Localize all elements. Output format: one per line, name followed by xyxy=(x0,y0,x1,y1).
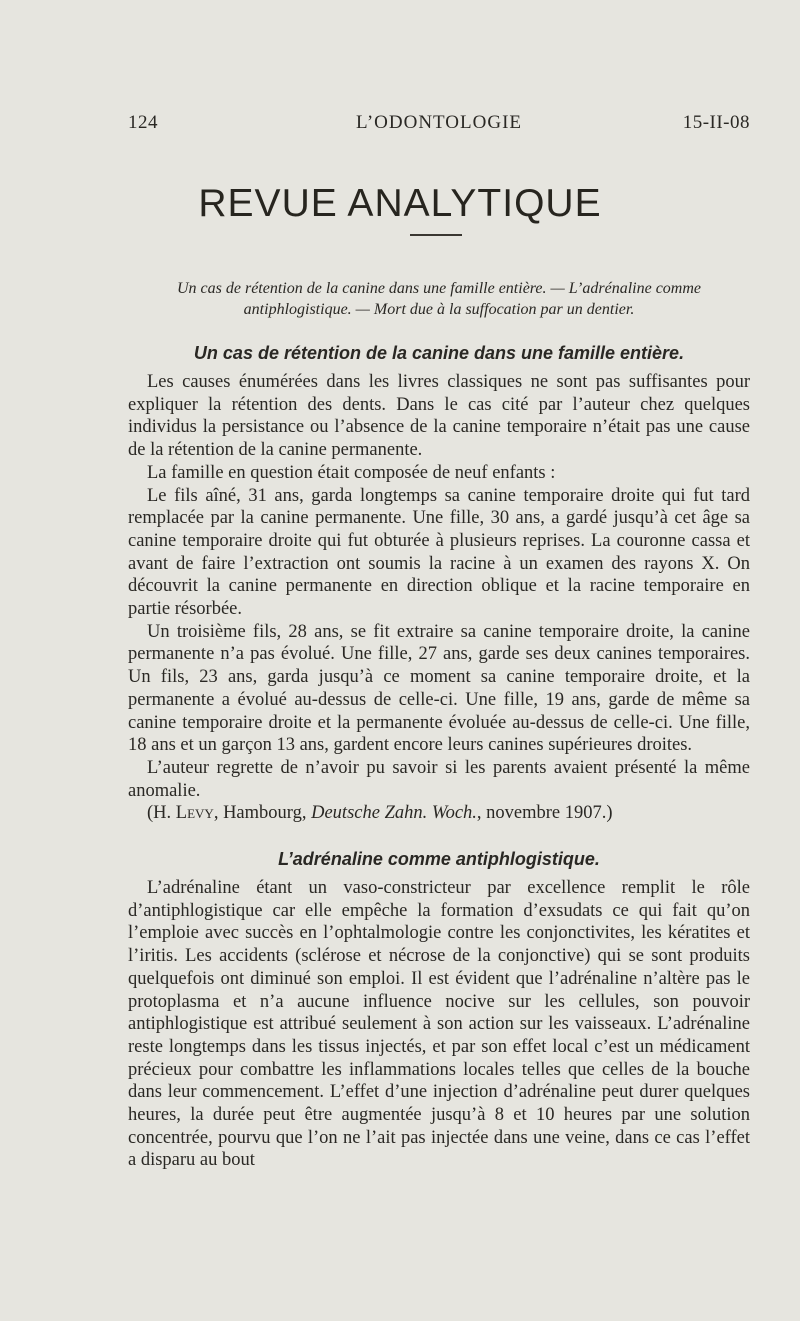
paragraph: L’adrénaline étant un vaso-constricteur par excellence remplit le rôle d’antiphlogistique car elle empêche la formation d’exsudats ce qui fait qu’on l’emploie avec succès en l’ophtalmologie contre les conjonctivites, les kératites et l’iritis. Les accidents (sclérose et nécrose de la conjonctive) qui se sont produits quelquefois ont diminué son emploi. Il est évident que l’adrénaline n’altère pas le protoplasma et n’a aucune influence nocive sur les cellules, son pouvoir antiphlogistique est attribué seulement à son action sur les vaisseaux. L’adrénaline reste longtemps dans les tissus injectés, et par son effet local c’est un médicament précieux pour combattre les inflammations locales telles que celles de la bouche dans leur commencement. L’effet d’une injection d’adrénaline peut durer quelques heures, la durée peut être augmentée jusqu’à 8 et 10 heures par une solution concentrée, pourvu que l’on ne l’ait pas injectée dans une veine, dans ce cas l’effet a disparu au bout xyxy=(128,878,750,1171)
citation xyxy=(128,802,750,825)
paragraph: Un troisième fils, 28 ans, se fit extraire sa canine temporaire droite, la canine permanente n’a pas évolué. Une fille, 27 ans, garde ses deux canines temporaires. Un fils, 23 ans, garda jusqu’à ce moment sa canine temporaire droite, et la permanente a évolué au-dessus de celle-ci. Une fille, 19 ans, garde de même sa canine temporaire droite et la permanente évoluée au-dessus de celle-ci. Une fille, 18 ans et un garçon 13 ans, gardent encore leurs canines supérieures droites. xyxy=(128,621,750,756)
section-heading: Un cas de rétention de la canine dans une famille entière. xyxy=(193,343,685,363)
citation-close: , novembre 1907.) xyxy=(476,803,613,824)
citation-author: Levy xyxy=(175,803,214,824)
paragraph: L’auteur regrette de n’avoir pu savoir si les parents avaient présenté la même anomalie. xyxy=(128,757,750,801)
title-divider xyxy=(410,234,462,236)
page-title: REVUE ANALYTIQUE xyxy=(198,182,602,225)
page-number: 124 xyxy=(128,112,158,133)
paragraph: La famille en question était composée de neuf enfants : xyxy=(147,462,556,483)
section-body xyxy=(128,371,750,825)
section-body xyxy=(128,877,750,1172)
paragraph: Les causes énumérées dans les livres classiques ne sont pas suffisantes pour expliquer la rétention des dents. Dans le cas cité par l’auteur chez quelques individus la persistance ou l’absence de la canine temporaire n’était pas une cause de la rétention de la canine permanente. xyxy=(128,372,750,461)
summary-line: Un cas de rétention de la canine dans une famille entière. — L’adrénaline comme xyxy=(176,280,702,297)
running-header xyxy=(128,112,750,138)
citation-place: , Hambourg, xyxy=(213,803,312,824)
summary xyxy=(128,278,750,320)
summary-line: antiphlogistique. — Mort due à la suffocation par un dentier. xyxy=(243,301,635,318)
paragraph: Le fils aîné, 31 ans, garda longtemps sa canine temporaire droite qui fut tard remplacée par la canine permanente. Une fille, 30 ans, a gardé jusqu’à cet âge sa canine temporaire droite qui fut obturée à plusieurs reprises. La couronne cassa et avant de faire l’extraction ont soumis la racine à un examen des rayons X. On découvrit la canine permanente en direction oblique et la racine temporaire en partie résorbée. xyxy=(128,485,750,620)
issue-date: 15-II-08 xyxy=(682,112,750,133)
citation-open: (H. xyxy=(147,803,176,824)
journal-title: L’ODONTOLOGIE xyxy=(355,112,523,133)
citation-journal: Deutsche Zahn. Woch. xyxy=(311,803,477,824)
section-heading: L’adrénaline comme antiphlogistique. xyxy=(278,849,600,869)
